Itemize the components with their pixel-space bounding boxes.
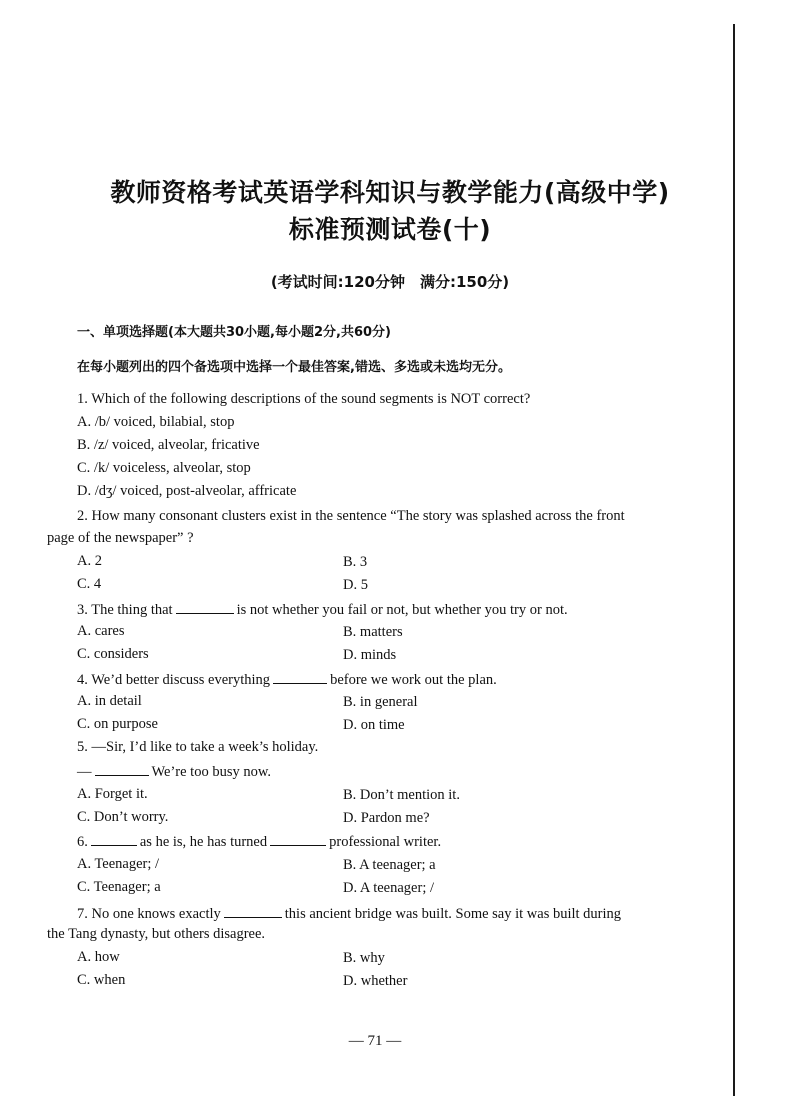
question-7-stem bbox=[77, 904, 621, 923]
question-6-option-c: C. Teenager; a bbox=[77, 879, 161, 895]
question-3-stem bbox=[77, 600, 568, 619]
question-5-response bbox=[77, 762, 271, 781]
question-2-option-d: D. 5 bbox=[343, 577, 368, 593]
question-3-option-d: D. minds bbox=[343, 647, 397, 663]
question-5-option-a: A. Forget it. bbox=[77, 786, 148, 802]
question-3-stem-after: is not whether you fail or not, but whether you try or not. bbox=[236, 602, 568, 618]
question-6-stem bbox=[77, 832, 441, 851]
question-4-option-c: C. on purpose bbox=[77, 716, 158, 732]
question-6-option-b: B. A teenager; a bbox=[343, 857, 436, 873]
question-2-option-c: C. 4 bbox=[77, 576, 102, 592]
question-1-stem: 1. Which of the following descriptions of the sound segments is NOT correct? bbox=[77, 391, 531, 407]
question-5-blank bbox=[95, 762, 149, 776]
question-4-blank bbox=[273, 670, 327, 684]
question-6-stem-mid: as he is, he has turned bbox=[139, 834, 268, 850]
question-5-response-after: We’re too busy now. bbox=[151, 764, 272, 780]
exam-info: (考试时间:120分钟 满分:150分) bbox=[270, 273, 510, 291]
question-1-option-a: A. /b/ voiced, bilabial, stop bbox=[77, 414, 235, 430]
question-4-stem-before: 4. We’d better discuss everything bbox=[77, 672, 271, 688]
question-2-option-a: A. 2 bbox=[77, 553, 102, 569]
question-7-stem-continued: the Tang dynasty, but others disagree. bbox=[47, 926, 266, 942]
question-3-option-a: A. cares bbox=[77, 623, 125, 639]
question-1-option-d: D. /dʒ/ voiced, post-alveolar, affricate bbox=[77, 483, 297, 499]
question-5-option-b: B. Don’t mention it. bbox=[343, 787, 460, 803]
question-2-stem-continued: page of the newspaper” ? bbox=[47, 530, 194, 546]
page-number: — 71 — bbox=[348, 1033, 402, 1049]
question-2-stem: 2. How many consonant clusters exist in the sentence “The story was splashed across the front bbox=[77, 508, 625, 524]
question-7-option-a: A. how bbox=[77, 949, 120, 965]
question-6-blank-1 bbox=[91, 832, 137, 846]
question-7-option-c: C. when bbox=[77, 972, 126, 988]
question-3-option-c: C. considers bbox=[77, 646, 149, 662]
question-5-stem: 5. —Sir, I’d like to take a week’s holiday. bbox=[77, 739, 319, 755]
section-instruction: 在每小题列出的四个备选项中选择一个最佳答案,错选、多选或未选均无分。 bbox=[77, 360, 511, 375]
question-5-dash: — bbox=[77, 764, 92, 780]
question-5-option-c: C. Don’t worry. bbox=[77, 809, 169, 825]
page-title: 教师资格考试英语学科知识与教学能力(高级中学) bbox=[110, 178, 670, 207]
question-1-option-b: B. /z/ voiced, alveolar, fricative bbox=[77, 437, 260, 453]
question-4-option-b: B. in general bbox=[343, 694, 418, 710]
page-subtitle: 标准预测试卷(十) bbox=[288, 215, 492, 244]
question-1-option-c: C. /k/ voiceless, alveolar, stop bbox=[77, 460, 251, 476]
question-4-stem bbox=[77, 670, 497, 689]
question-7-option-d: D. whether bbox=[343, 973, 408, 989]
question-7-stem-after: this ancient bridge was built. Some say it was built during bbox=[284, 906, 622, 922]
question-6-stem-after: professional writer. bbox=[329, 834, 442, 850]
question-5-option-d: D. Pardon me? bbox=[343, 810, 430, 826]
question-6-option-a: A. Teenager; / bbox=[77, 856, 160, 872]
question-4-option-a: A. in detail bbox=[77, 693, 142, 709]
question-2-option-b: B. 3 bbox=[343, 554, 368, 570]
section-heading: 一、单项选择题(本大题共30小题,每小题2分,共60分) bbox=[77, 325, 391, 340]
question-7-blank bbox=[224, 904, 282, 918]
question-7-stem-before: 7. No one knows exactly bbox=[77, 906, 221, 922]
question-3-blank bbox=[176, 600, 234, 614]
question-6-number: 6. bbox=[77, 834, 88, 850]
question-3-stem-before: 3. The thing that bbox=[77, 602, 173, 618]
question-7-option-b: B. why bbox=[343, 950, 385, 966]
question-6-option-d: D. A teenager; / bbox=[343, 880, 435, 896]
question-4-option-d: D. on time bbox=[343, 717, 405, 733]
question-4-stem-after: before we work out the plan. bbox=[330, 672, 497, 688]
question-3-option-b: B. matters bbox=[343, 624, 403, 640]
question-6-blank-2 bbox=[270, 832, 326, 846]
